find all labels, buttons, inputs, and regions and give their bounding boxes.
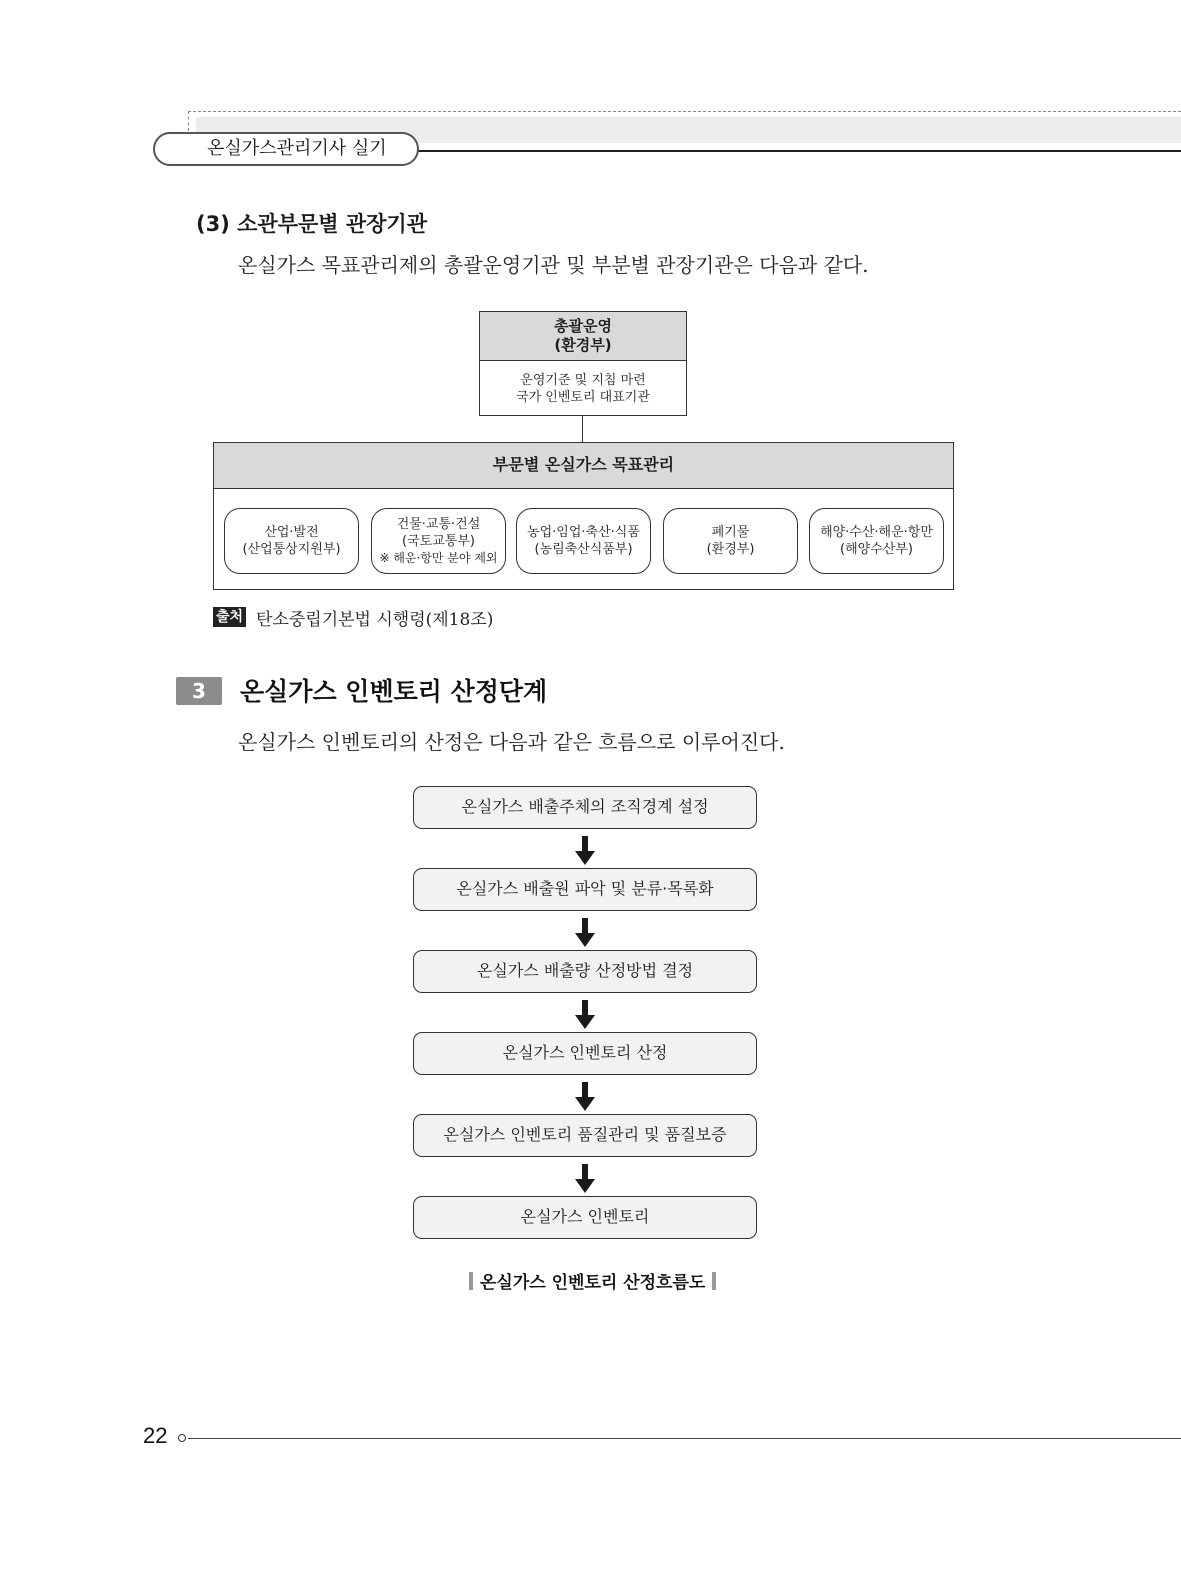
section-title: 온실가스 인벤토리 산정단계 [240,677,548,706]
footer-circle [178,1434,186,1442]
org-box-building [371,508,506,574]
header-dashed-rule [188,111,1181,112]
down-arrow-icon [574,918,596,948]
org-box-label: 농업·임업·축산·식품 [527,525,640,540]
flow-step-1: 온실가스 배출주체의 조직경계 설정 [413,786,757,829]
org-top-body [480,364,686,406]
org-box-agency: (산업통상지원부) [242,542,341,557]
flow-step-2: 온실가스 배출원 파악 및 분류·목록화 [413,868,757,911]
subsection-paragraph: 온실가스 목표관리제의 총괄운영기관 및 부분별 관장기관은 다음과 같다. [238,253,869,277]
caption-bar-left [469,1272,473,1290]
org-top-title: 총괄운영 [554,317,612,335]
page-number: 22 [143,1423,168,1448]
org-connector-line [582,416,583,443]
org-box-label: 폐기물 [711,525,750,540]
down-arrow-icon [574,836,596,866]
flow-step-5: 온실가스 인벤토리 품질관리 및 품질보증 [413,1114,757,1157]
book-title: 온실가스관리기사 실기 [153,132,419,166]
figure-caption [462,1268,723,1293]
header-rule [416,150,1181,152]
subsection-heading: (3) 소관부문별 관장기관 [196,212,428,236]
org-box-agency: (환경부) [706,542,755,557]
org-top-header [480,312,686,361]
caption-text: 온실가스 인벤토리 산정흐름도 [480,1273,706,1293]
caption-bar-right [712,1272,716,1290]
flow-step-3: 온실가스 배출량 산정방법 결정 [413,950,757,993]
org-top-role-1: 운영기준 및 지침 마련 [520,373,646,388]
org-chart-top-box [479,311,687,416]
org-box-label: 산업·발전 [264,525,319,540]
down-arrow-icon [574,1082,596,1112]
org-box-label: 해양·수산·해운·항만 [820,525,933,540]
org-box-agriculture [516,508,651,574]
org-box-agency: (농림축산식품부) [534,542,633,557]
source-text: 탄소중립기본법 시행령(제18조) [256,610,494,630]
org-top-agency: (환경부) [554,336,612,354]
org-box-agency: (국토교통부) [402,533,475,549]
source-badge: 출처 [213,607,246,627]
flow-step-6: 온실가스 인벤토리 [413,1196,757,1239]
org-main-title: 부문별 온실가스 목표관리 [214,443,953,489]
footer-rule [188,1438,1181,1439]
org-box-marine [809,508,944,574]
org-box-note: ※ 해운·항만 분야 제외 [379,550,498,565]
section-paragraph: 온실가스 인벤토리의 산정은 다음과 같은 흐름으로 이루어진다. [238,730,785,754]
org-box-label: 건물·교통·건설 [396,516,481,532]
org-box-agency: (해양수산부) [840,542,913,557]
section-number-badge: 3 [176,677,222,705]
down-arrow-icon [574,1000,596,1030]
org-top-role-2: 국가 인벤토리 대표기관 [516,390,650,405]
header-dashed-corner [188,111,189,131]
flow-step-4: 온실가스 인벤토리 산정 [413,1032,757,1075]
org-box-waste [663,508,798,574]
down-arrow-icon [574,1164,596,1194]
org-chart-main-box [213,442,954,590]
org-box-industry [224,508,359,574]
